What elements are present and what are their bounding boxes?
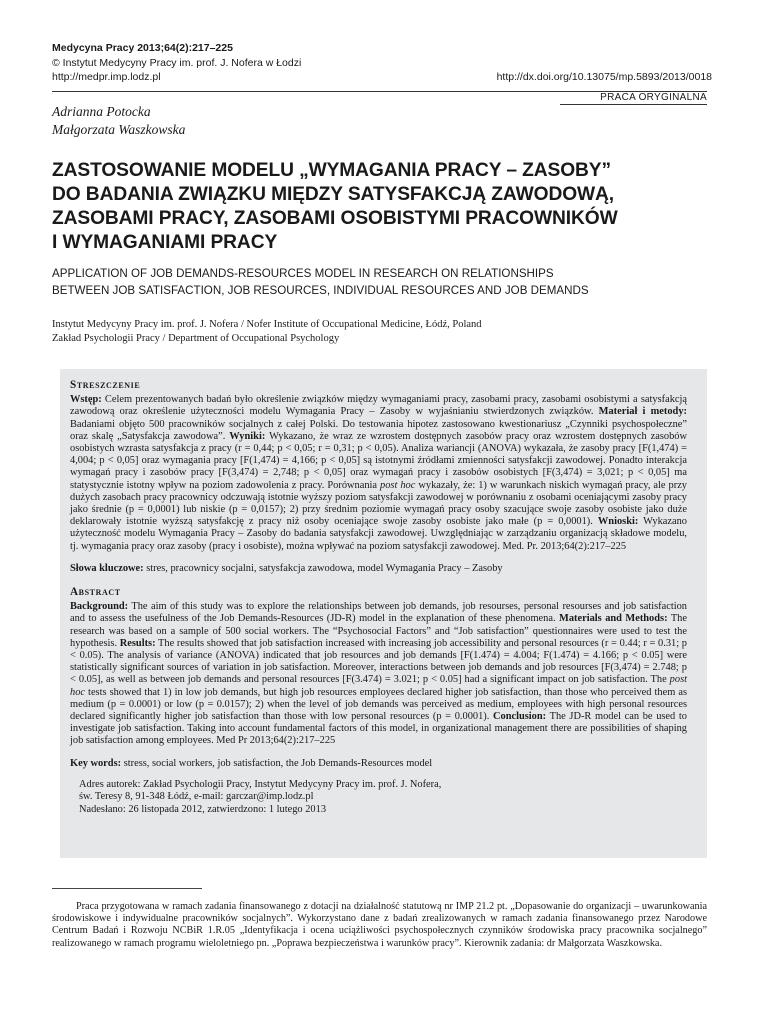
abstract-pl-heading: Streszczenie [70,379,141,391]
abstract-en-body [70,601,687,747]
title-line: I WYMAGANIAMI PRACY [52,232,278,253]
doi-link[interactable]: http://dx.doi.org/10.13075/mp.5893/2013/0018 [496,71,712,83]
italic-term: post hoc [70,674,687,698]
keywords-text: stres, pracownicy socjalni, satysfakcja zawodowa, model Wymagania Pracy – Zasoby [143,562,503,574]
abstract-text: tests showed that 1) in low job demands, but high job resources employees declared higher job satisfaction, than those who perceived them as medium (p = 0.0001) or low (p = 0.0157); 2) when the level of job demands was perceived as medium, employees with high personal resources declared significantly higher job satisfaction than those with low personal resources (p = 0.0001). [70,686,687,723]
section-label: Wnioski: [597,516,639,528]
abstract-text: Wykazano użyteczność modelu Wymagania Pracy – Zasoby do badania satysfakcji zawodowej. Uwzględniając w zarządzaniu organizacją składowe modelu, tj. wymagania pracy oraz zasoby (pracy i osobiste), można wpływać na poziom satysfakcji zawodowej. Med. Pr. 2013;64(2):217–225 [70,516,687,552]
abstract-text: Badaniami objęto 500 pracowników socjalnych z całej Polski. Do testowania hipotez zastosowano kwestionariusz „Czynniki psychospołeczne” oraz skalę „Satysfakcja zawodowa”. [70,418,687,442]
running-header [52,41,712,85]
contact-line: Nadesłano: 26 listopada 2012, zatwierdzono: 1 lutego 2013 [79,803,327,815]
author-name: Adrianna Potocka [52,104,151,119]
keywords-pl [70,563,687,575]
section-label: Wstęp: [70,394,102,406]
abstract-text: Wykazano, że wraz ze wzrostem dostępnych zasobów pracy oraz wzrostem dostępnych zasobów osobistych wzrasta satysfakcja z pracy (r = 0,44; p < 0,05; r = 0,31; p < 0,05). Analiza wariancji (ANOVA) wykazała, że zasoby pracy [F(1,474) = 4,004; p < 0,05] oraz wymagania pracy [F(1,474) = 4,166; p < 0,05] są istotnymi źródłami zmienności satysfakcji zawodowej. Ponadto interakcja wymagań pracy i zasobów pracy [F(3,474) = 2,748; p < 0,05] oraz wymagań pracy i zasobów osobistych [F(3,474) = 3,021; p < 0,05] ma statystycznie istotny wpływ na poziom zadowolenia z pracy. Porównania [70,430,687,491]
title-line: APPLICATION OF JOB DEMANDS-RESOURCES MODEL IN RESEARCH ON RELATIONSHIPS [52,267,554,280]
author-list [52,103,185,138]
title-english [52,265,712,299]
section-label: Materials and Methods: [559,613,668,625]
section-label: Wyniki: [229,430,266,442]
section-label: Background: [70,601,129,613]
title-line: DO BADANIA ZWIĄZKU MIĘDZY SATYSFAKCJĄ ZAWODOWĄ, [52,184,615,205]
abstract-text: The JD-R model can be used to investigate job satisfaction. Taking into account fundamental factors of this model, in organizational management there are possibilities of shaping job satisfaction among employees. Med Pr 2013;64(2):217–225 [70,711,687,747]
abstract-box [60,369,707,858]
italic-term: post hoc [380,479,416,491]
footnote-divider [52,888,202,889]
journal-website-link[interactable]: http://medpr.imp.lodz.pl [52,71,161,83]
contact-line: św. Teresy 8, 91-348 Łódź, e-mail: garczar@imp.lodz.pl [79,791,314,803]
abstract-text: The results showed that job satisfaction increased with increasing job accessibility and personal resources (r = 0.44; r = 0.31; p < 0.05). The analysis of variance (ANOVA) indicated that job resources and job demands [F(1.474) = 4.004; F(1.474) = 4.166; p < 0.05] were statistically significant sources of variation in job satisfaction. Moreover, interactions between job demands and job resources [F(3,474) = 2.748; p < 0.05], as well as between job demands and personal resources [F(3.474) = 3.021; p < 0.05] had a significant impact on job satisfaction. The [70,637,687,686]
keywords-en [70,758,687,770]
title-line: ZASOBAMI PRACY, ZASOBAMI OSOBISTYMI PRACOWNIKÓW [52,208,618,229]
funding-footnote [52,901,707,950]
correspondence-info [70,779,687,816]
title-line: BETWEEN JOB SATISFACTION, JOB RESOURCES, INDIVIDUAL RESOURCES AND JOB DEMANDS [52,284,589,297]
contact-line: Adres autorek: Zakład Psychologii Pracy, Instytut Medycyny Pracy im. prof. J. Nofera, [79,778,442,790]
affiliation-line: Instytut Medycyny Pracy im. prof. J. Nofera / Nofer Institute of Occupational Medicine, Łódź, Poland [52,319,482,330]
abstract-text: Celem prezentowanych badań było określenie związków między wymaganiami pracy, zasobami pracy, zasobami osobistymi a satysfakcją zawodową oraz określenie użyteczności modelu Wymagania Pracy – Zasoby w wyjaśnianiu stwierdzonych związków. [70,394,687,418]
author-name: Małgorzata Waszkowska [52,121,186,137]
keywords-text: stress, social workers, job satisfaction, the Job Demands-Resources model [121,757,433,769]
copyright-line: © Instytut Medycyny Pracy im. prof. J. Nofera w Łodzi [52,56,302,69]
abstract-text: The aim of this study was to explore the relationships between job demands, job resourses, personal resourses and job satisfaction and to assess the usefulness of the Job Demands-Resources (JD-R) model in the explanation of these phenomena. [70,601,687,625]
affiliation-line: Zakład Psychologii Pracy / Department of Occupational Psychology [52,333,340,344]
abstract-text: wykazały, że: 1) w warunkach niskich wymagań pracy, ale przy dużych zasobach pracy pracownicy odczuwają istotnie wyższy poziom satysfakcji zawodowej w porównaniu z osobami oceniającymi zasoby pracy jako średnie (p = 0,0001) lub niskie (p = 0,0157); 2) przy średnim poziomie wymagań pracy osoby szacujące swoje zasoby osobiste jako duże deklarowały istotnie wyższą satysfakcję z pracy niż osoby oceniające swoje zasoby osobiste jako małe (p = 0,0001). [70,479,688,528]
title-line: ZASTOSOWANIE MODELU „WYMAGANIA PRACY – ZASOBY” [52,160,611,181]
abstract-text: The research was based on a sample of 500 social workers. The “Psychosocial Factors” and “Job satisfaction” questionnaires were used to test the hypothesis. [70,613,687,649]
keywords-label: Słowa kluczowe: [70,562,144,574]
keywords-label: Key words: [70,757,122,769]
abstract-pl-body [70,394,687,553]
abstract-en-heading: Abstract [70,586,121,599]
article-type-label: PRACA ORYGINALNA [560,92,707,105]
title-polish [52,159,712,255]
section-label: Conclusion: [493,711,547,723]
journal-citation: Medycyna Pracy 2013;64(2):217–225 [52,42,233,54]
footnote-text: Praca przygotowana w ramach zadania finansowanego z dotacji na działalność statutową nr IMP 21.2 pt. „Dopasowanie do organizacji – uwarunkowania środowiskowe i indywidualne pracowników socjalnych”. Wykorzystano dane z badań zrealizowanych w ramach zadania finansowanego przez Narodowe Centrum Badań i Rozwoju NCBiR 1.R.05 „Identyfikacja i ocena uciążliwości psychospołecznych czynników środowiska pracy pracownika socjalnego” realizowanego w ramach programu wieloletniego pn. „Poprawa bezpieczeństwa i warunków pracy”. Kierownik zadania: dr Małgorzata Waszkowska. [52,901,707,949]
section-label: Materiał i metody: [598,406,687,418]
section-label: Results: [119,637,156,649]
affiliations [52,318,482,346]
